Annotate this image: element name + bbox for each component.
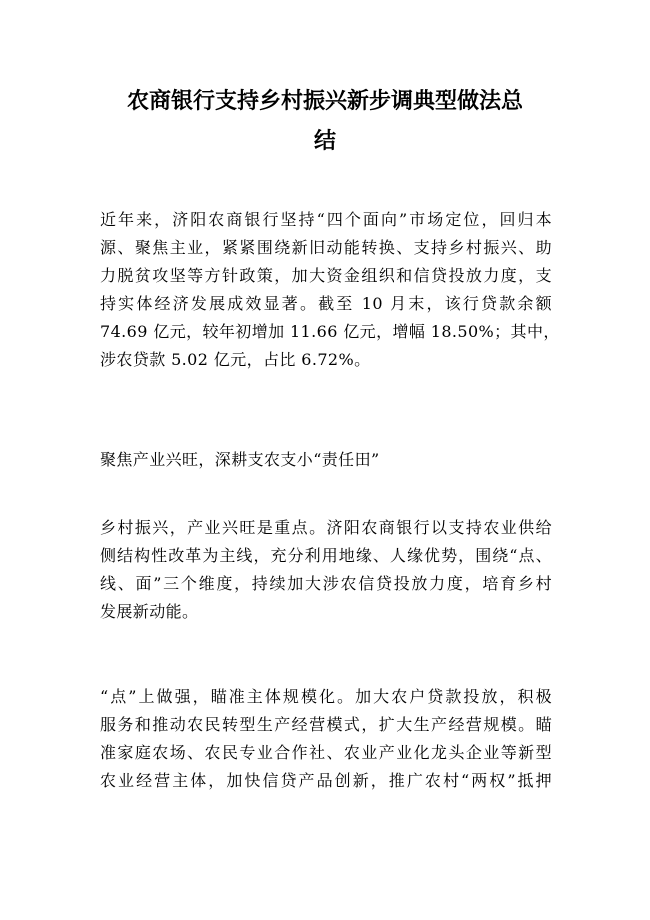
document-title xyxy=(90,82,560,162)
paragraph-line: 74.69 亿元，较年初增加 11.66 亿元，增幅 18.50%；其中， xyxy=(100,322,560,341)
paragraph-line: 服务和推动农民转型生产经营模式，扩大生产经营规模。瞄 xyxy=(100,715,552,734)
paragraph-line: 农业经营主体，加快信贷产品创新，推广农村“两权”抵押 xyxy=(100,771,552,790)
title-line-1: 农商银行支持乡村振兴新步调典型做法总 xyxy=(126,89,523,114)
paragraph-industry xyxy=(100,514,552,626)
paragraph-line: 源、聚焦主业，紧紧围绕新旧动能转换、支持乡村振兴、助 xyxy=(100,238,552,257)
paragraph-intro xyxy=(100,206,560,374)
paragraph-line: 力脱贫攻坚等方针政策，加大资金组织和信贷投放力度，支 xyxy=(100,266,552,285)
paragraph-line: 持实体经济发展成效显著。截至 10 月末，该行贷款余额 xyxy=(100,294,552,313)
paragraph-line: 发展新动能。 xyxy=(100,602,199,621)
paragraph-line: 涉农贷款 5.02 亿元，占比 6.72%。 xyxy=(100,350,371,369)
paragraph-line: “点”上做强，瞄准主体规模化。加大农户贷款投放，积极 xyxy=(100,687,552,706)
paragraph-line: 线、面”三个维度，持续加大涉农信贷投放力度，培育乡村 xyxy=(100,574,552,593)
paragraph-line: 乡村振兴，产业兴旺是重点。济阳农商银行以支持农业供给 xyxy=(100,518,552,537)
paragraph-line: 侧结构性改革为主线，充分利用地缘、人缘优势，围绕“点、 xyxy=(100,546,552,565)
section-heading: 聚焦产业兴旺，深耕支农支小“责任田” xyxy=(100,450,380,469)
paragraph-line: 近年来，济阳农商银行坚持“四个面向”市场定位，回归本 xyxy=(100,210,552,229)
title-line-2: 结 xyxy=(313,129,336,154)
paragraph-point xyxy=(100,683,552,795)
paragraph-line: 准家庭农场、农民专业合作社、农业产业化龙头企业等新型 xyxy=(100,743,552,762)
